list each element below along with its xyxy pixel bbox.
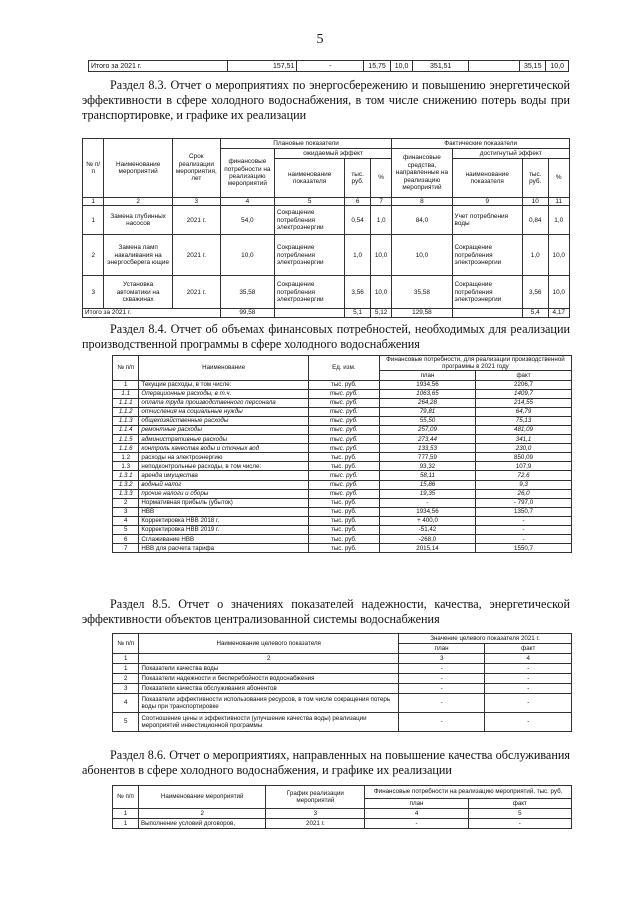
table-cell: 3 <box>398 654 485 664</box>
table-row <box>83 276 570 309</box>
table-cell: Сокращение потребления электроэнергии <box>274 206 344 235</box>
table-cell: - <box>476 516 572 525</box>
table-cell: - 797,0 <box>476 498 572 507</box>
table-cell: 11 <box>548 198 570 206</box>
table-row <box>113 498 572 507</box>
header-cell: Наименование мероприятий <box>104 139 172 198</box>
table-cell: 54,0 <box>220 206 274 235</box>
section-8-4-table <box>112 355 572 553</box>
table-cell: 9,3 <box>476 480 572 489</box>
table-cell: - <box>398 684 485 694</box>
table-cell: ремонтные расходы <box>139 425 308 434</box>
table-cell: - <box>485 664 572 674</box>
table-cell: 1,0 <box>548 206 570 235</box>
table-cell: 10,0 <box>370 276 391 309</box>
table-row <box>113 453 572 462</box>
table-cell: 5,1 <box>345 309 371 317</box>
table-cell: - <box>476 526 572 535</box>
table-cell: Соотношение цены и эффективности (улучшение качества воды) реализации мероприятий инвестиционной программы <box>139 713 399 732</box>
table-cell: 4 <box>485 654 572 664</box>
table-cell: 1 <box>83 198 104 206</box>
table-cell: 3,56 <box>522 276 548 309</box>
table-cell: 2 <box>83 235 104 276</box>
table-cell: 1409,7 <box>476 389 572 398</box>
table-cell: 1 <box>113 664 139 674</box>
table-cell: 481,09 <box>476 425 572 434</box>
table-cell: 35,15 <box>520 61 546 72</box>
header-cell: Значение целевого показателя 2021 г. <box>398 634 571 644</box>
table-cell: оплата труда производственного персонала <box>139 398 308 407</box>
header-cell: тыс. руб. <box>345 159 371 198</box>
table-cell: тыс. руб. <box>308 425 379 434</box>
table-cell: Сокращение потребления электроэнергии <box>452 235 522 276</box>
table-cell: 2206,7 <box>476 380 572 389</box>
table-cell: 10,0 <box>548 235 570 276</box>
table-row <box>113 462 572 471</box>
table-cell: 129,58 <box>392 309 452 317</box>
table-cell: тыс. руб. <box>308 407 379 416</box>
table-cell: 9 <box>452 198 522 206</box>
table-cell <box>469 61 520 72</box>
table-cell: Учет потребления воды <box>452 206 522 235</box>
table-cell: 10,0 <box>392 235 452 276</box>
table-cell: - <box>485 713 572 732</box>
table-row <box>113 544 572 553</box>
table-cell: 2 <box>139 654 399 664</box>
table-row <box>113 713 572 732</box>
table-cell: Корректировка НВВ 2018 г. <box>139 516 308 525</box>
table-cell: 777,59 <box>379 453 475 462</box>
table-row <box>83 235 570 276</box>
table-cell: расходы на электроэнергию <box>139 453 308 462</box>
table-cell: 72,6 <box>476 471 572 480</box>
table-cell: 273,44 <box>379 435 475 444</box>
table-cell: Показатели качества обслуживания абонентов <box>139 684 399 694</box>
table-cell: 58,11 <box>379 471 475 480</box>
table-cell: Корректировка НВВ 2019 г. <box>139 526 308 535</box>
table-cell: водный налог <box>139 480 308 489</box>
table-cell: Показатели качества воды <box>139 664 399 674</box>
table-cell: 2015,14 <box>379 544 475 553</box>
table-cell: -51,42 <box>379 526 475 535</box>
table-cell: 8 <box>392 198 452 206</box>
section-8-3-table <box>82 138 570 318</box>
table-cell: 1063,65 <box>379 389 475 398</box>
table-cell: тыс. руб. <box>308 389 379 398</box>
table-cell: 850,09 <box>476 453 572 462</box>
table-row <box>113 674 572 684</box>
table-cell: 1,0 <box>370 206 391 235</box>
table-cell: - <box>398 713 485 732</box>
table-cell: тыс. руб. <box>308 516 379 525</box>
header-cell: Финансовые потребности на реализацию мероприятий, тыс. руб. <box>365 786 572 799</box>
table-cell: 5 <box>113 713 139 732</box>
table-cell: 257,09 <box>379 425 475 434</box>
table-cell: 2 <box>138 809 265 819</box>
table-cell: 1.1.2 <box>113 407 139 416</box>
table-row <box>113 380 572 389</box>
table-cell: 19,35 <box>379 489 475 498</box>
table-cell: тыс. руб. <box>308 498 379 507</box>
table-total-row <box>83 309 570 317</box>
table-cell: 2 <box>113 674 139 684</box>
table-cell: 35,58 <box>392 276 452 309</box>
header-cell: тыс. руб. <box>522 159 548 198</box>
table-cell: 3,56 <box>345 276 371 309</box>
table-cell: административные расходы <box>139 435 308 444</box>
header-cell: факт <box>468 799 571 809</box>
table-row <box>113 684 572 694</box>
table-cell: аренда имущества <box>139 471 308 480</box>
table-cell: 10,0 <box>548 276 570 309</box>
table-cell: 107,9 <box>476 462 572 471</box>
table-cell: 5 <box>468 809 571 819</box>
header-cell: план <box>398 644 485 654</box>
table-cell: 1,0 <box>522 235 548 276</box>
table-cell: 0,84 <box>522 206 548 235</box>
column-number-row <box>83 198 570 206</box>
table-cell: Сглаживание НВВ <box>139 535 308 544</box>
table-cell: неподконтрольные расходы, в том числе: <box>139 462 308 471</box>
table-cell: Итого за 2021 г. <box>89 61 228 72</box>
header-cell: % <box>370 159 391 198</box>
table-cell: 10 <box>522 198 548 206</box>
table-cell: тыс. руб. <box>308 444 379 453</box>
table-cell: отчисления на социальные нужды <box>139 407 308 416</box>
table-cell: 2 <box>113 498 139 507</box>
table-cell: 15,86 <box>379 480 475 489</box>
table-cell: 55,50 <box>379 416 475 425</box>
table-cell: 5,4 <box>522 309 548 317</box>
table-cell: контроль качества воды и сточных вод <box>139 444 308 453</box>
table-cell: - <box>297 61 364 72</box>
table-cell: -268,0 <box>379 535 475 544</box>
table-cell: 3 <box>113 507 139 516</box>
table-cell: тыс. руб. <box>308 453 379 462</box>
table-header-row <box>113 356 572 371</box>
header-cell: Срок реализации мероприятия, лет <box>172 139 220 198</box>
column-number-row <box>113 654 572 664</box>
table-cell: 7 <box>370 198 391 206</box>
table-cell: Итого за 2021 г. <box>83 309 221 317</box>
header-cell: № п/п <box>113 634 139 654</box>
table-cell: 2021 г. <box>266 819 365 829</box>
table-cell: 264,28 <box>379 398 475 407</box>
table-cell: 351,51 <box>413 61 469 72</box>
table-cell: 1350,7 <box>476 507 572 516</box>
header-cell: финансовые средства, направленные на реализацию мероприятий <box>392 149 452 198</box>
table-header-row <box>113 786 572 799</box>
table-cell: - <box>398 694 485 713</box>
table-cell: тыс. руб. <box>308 535 379 544</box>
table-cell: Выполнение условий договоров, <box>138 819 265 829</box>
table-cell: 1934,56 <box>379 380 475 389</box>
table-row <box>113 407 572 416</box>
header-cell: № п/ п <box>83 139 104 198</box>
table-cell: 6 <box>113 535 139 544</box>
table-cell: Сокращение потребления электроэнергии <box>274 276 344 309</box>
table-row <box>113 444 572 453</box>
table-cell: 1.1.6 <box>113 444 139 453</box>
table-row <box>83 206 570 235</box>
table-cell: 230,0 <box>476 444 572 453</box>
table-cell: 4 <box>113 694 139 713</box>
table-row <box>113 389 572 398</box>
header-cell: Фактические показатели <box>392 139 570 149</box>
table-cell: тыс. руб. <box>308 471 379 480</box>
table-cell: 15,75 <box>364 61 390 72</box>
section-8-5-heading: Раздел 8.5. Отчет о значениях показателей надежности, качества, энергетической эффективности объектов централизованной системы водоснабжения <box>82 597 570 626</box>
table-cell: 1.1.4 <box>113 425 139 434</box>
table-cell: 1.3.3 <box>113 489 139 498</box>
table-cell: 3 <box>113 684 139 694</box>
table-cell: 133,53 <box>379 444 475 453</box>
table-cell: - <box>379 498 475 507</box>
table-cell: Показатели эффективности использования ресурсов, в том числе сокращения потерь воды при транспортировке <box>139 694 399 713</box>
previous-table-total-row <box>88 60 569 72</box>
table-cell: тыс. руб. <box>308 507 379 516</box>
table-cell: - <box>485 694 572 713</box>
table-cell: Сокращение потребления электроэнергии <box>452 276 522 309</box>
header-cell: № п/п <box>113 786 139 809</box>
table-cell: общехозяйственные расходы <box>139 416 308 425</box>
table-cell: НВВ <box>139 507 308 516</box>
table-cell: 4,17 <box>548 309 570 317</box>
header-cell: достигнутый эффект <box>452 149 569 159</box>
table-cell: 64,79 <box>476 407 572 416</box>
table-cell: - <box>398 664 485 674</box>
section-8-4-table-body <box>113 380 572 553</box>
table-row <box>113 398 572 407</box>
table-cell: - <box>485 674 572 684</box>
table-cell: Операционные расходы, в т.ч. <box>139 389 308 398</box>
header-cell: Наименование мероприятий <box>138 786 265 809</box>
header-cell: финансовые потребности на реализацию мероприятий <box>220 149 274 198</box>
table-cell: 0,54 <box>345 206 371 235</box>
table-cell: 2021 г. <box>172 235 220 276</box>
table-row <box>113 694 572 713</box>
table-cell: тыс. руб. <box>308 544 379 553</box>
table-cell: тыс. руб. <box>308 398 379 407</box>
header-cell: план <box>365 799 468 809</box>
table-cell: 1.1 <box>113 389 139 398</box>
header-cell: Наименование <box>139 356 308 381</box>
table-cell: 1 <box>113 654 139 664</box>
table-cell: 75,13 <box>476 416 572 425</box>
table-row <box>113 507 572 516</box>
table-cell: 3 <box>266 809 365 819</box>
table-row <box>113 425 572 434</box>
page-number: 5 <box>316 32 324 47</box>
table-cell: 35,58 <box>220 276 274 309</box>
table-cell: 5 <box>113 526 139 535</box>
table-row <box>89 61 569 72</box>
table-cell: 1.2 <box>113 453 139 462</box>
table-row <box>113 819 572 829</box>
table-cell: тыс. руб. <box>308 416 379 425</box>
section-8-3-heading: Раздел 8.3. Отчет о мероприятиях по энергосбережению и повышению энергетической эффективности в сфере холодного водоснабжения, в том числе снижению потерь воды при транспортировке, и графике их реализации <box>82 78 570 122</box>
table-row <box>113 535 572 544</box>
table-cell: 4 <box>220 198 274 206</box>
section-8-5-table <box>112 633 572 732</box>
table-cell: 1.1.1 <box>113 398 139 407</box>
table-cell: 214,55 <box>476 398 572 407</box>
header-cell: Плановые показатели <box>220 139 392 149</box>
table-cell: тыс. руб. <box>308 435 379 444</box>
table-row <box>113 664 572 674</box>
header-cell: Наименование целевого показателя <box>139 634 399 654</box>
table-cell: Сокращение потребления электроэнергии <box>274 235 344 276</box>
table-cell: - <box>485 684 572 694</box>
table-cell: 1.3.1 <box>113 471 139 480</box>
table-cell: 26,0 <box>476 489 572 498</box>
table-cell: тыс. руб. <box>308 489 379 498</box>
table-cell: 2 <box>104 198 172 206</box>
table-row <box>113 489 572 498</box>
table-row <box>113 480 572 489</box>
table-row <box>113 526 572 535</box>
header-cell: % <box>548 159 570 198</box>
table-cell: 341,1 <box>476 435 572 444</box>
table-cell: 93,32 <box>379 462 475 471</box>
table-cell: 1.1.5 <box>113 435 139 444</box>
table-cell: - <box>398 674 485 684</box>
table-cell: 157,51 <box>228 61 297 72</box>
table-cell: 1.3.2 <box>113 480 139 489</box>
column-number-row <box>113 809 572 819</box>
table-cell: Замена ламп накаливания на энергосберега ющие <box>104 235 172 276</box>
table-cell: 5,12 <box>370 309 391 317</box>
table-cell: прочие налоги и сборы <box>139 489 308 498</box>
table-cell: Замена глубинных насосов <box>104 206 172 235</box>
table-cell: 1.1.3 <box>113 416 139 425</box>
table-cell: 1,0 <box>345 235 371 276</box>
header-cell: ожидаемый эффект <box>274 149 391 159</box>
table-cell: 2021 г. <box>172 206 220 235</box>
table-cell: 1.3 <box>113 462 139 471</box>
table-cell: 79,81 <box>379 407 475 416</box>
header-cell: факт <box>485 644 572 654</box>
table-cell: 7 <box>113 544 139 553</box>
table-header-row <box>83 139 570 149</box>
table-cell: 10,0 <box>390 61 412 72</box>
table-cell: 1 <box>113 819 139 829</box>
table-cell: Нормативная прибыль (убыток) <box>139 498 308 507</box>
table-row <box>113 435 572 444</box>
table-cell: 2021 г. <box>172 276 220 309</box>
header-cell: факт <box>476 371 572 380</box>
table-cell: тыс. руб. <box>308 380 379 389</box>
table-cell: 1550,7 <box>476 544 572 553</box>
section-8-6-table <box>112 785 572 829</box>
table-cell <box>274 309 344 317</box>
table-cell: 4 <box>365 809 468 819</box>
table-row <box>113 471 572 480</box>
header-cell: план <box>379 371 475 380</box>
table-row <box>113 516 572 525</box>
header-cell: Ед. изм. <box>308 356 379 381</box>
header-cell: График реализации мероприятий <box>266 786 365 809</box>
header-cell: наименование показателя <box>452 159 522 198</box>
table-cell: 10,0 <box>220 235 274 276</box>
table-cell: - <box>476 535 572 544</box>
table-cell: 3 <box>83 276 104 309</box>
header-cell: Финансовые потребности, для реализации производственной программы в 2021 году <box>379 356 571 371</box>
table-cell: 10,0 <box>370 235 391 276</box>
table-cell: 1 <box>113 809 139 819</box>
table-cell: тыс. руб. <box>308 526 379 535</box>
table-cell: 5 <box>274 198 344 206</box>
table-cell: 3 <box>172 198 220 206</box>
table-cell: - <box>365 819 468 829</box>
table-cell: + 400,0 <box>379 516 475 525</box>
table-cell: 1 <box>83 206 104 235</box>
table-cell: 6 <box>345 198 371 206</box>
table-header-row <box>113 634 572 644</box>
table-cell: тыс. руб. <box>308 480 379 489</box>
table-cell: Текущие расходы, в том числе: <box>139 380 308 389</box>
table-cell: Установка автоматики на скважинах <box>104 276 172 309</box>
table-cell <box>452 309 522 317</box>
table-cell: 10,0 <box>546 61 569 72</box>
table-cell: 99,58 <box>220 309 274 317</box>
section-8-4-heading: Раздел 8.4. Отчет об объемах финансовых потребностей, необходимых для реализации производственной программы в сфере холодного водоснабжения <box>82 322 570 351</box>
table-cell: 84,0 <box>392 206 452 235</box>
table-row <box>113 416 572 425</box>
table-cell: 1 <box>113 380 139 389</box>
section-8-6-heading: Раздел 8.6. Отчет о мероприятиях, направленных на повышение качества обслуживания абонентов в сфере холодного водоснабжения, и графике их реализации <box>82 748 570 777</box>
header-cell: наименование показателя <box>274 159 344 198</box>
table-cell: - <box>468 819 571 829</box>
table-cell: тыс. руб. <box>308 462 379 471</box>
header-cell: № п/п <box>113 356 139 381</box>
table-cell: 4 <box>113 516 139 525</box>
table-cell: НВВ для расчета тарифа <box>139 544 308 553</box>
table-cell: 1934,56 <box>379 507 475 516</box>
table-cell: Показатели надежности и бесперебойности водоснабжения <box>139 674 399 684</box>
